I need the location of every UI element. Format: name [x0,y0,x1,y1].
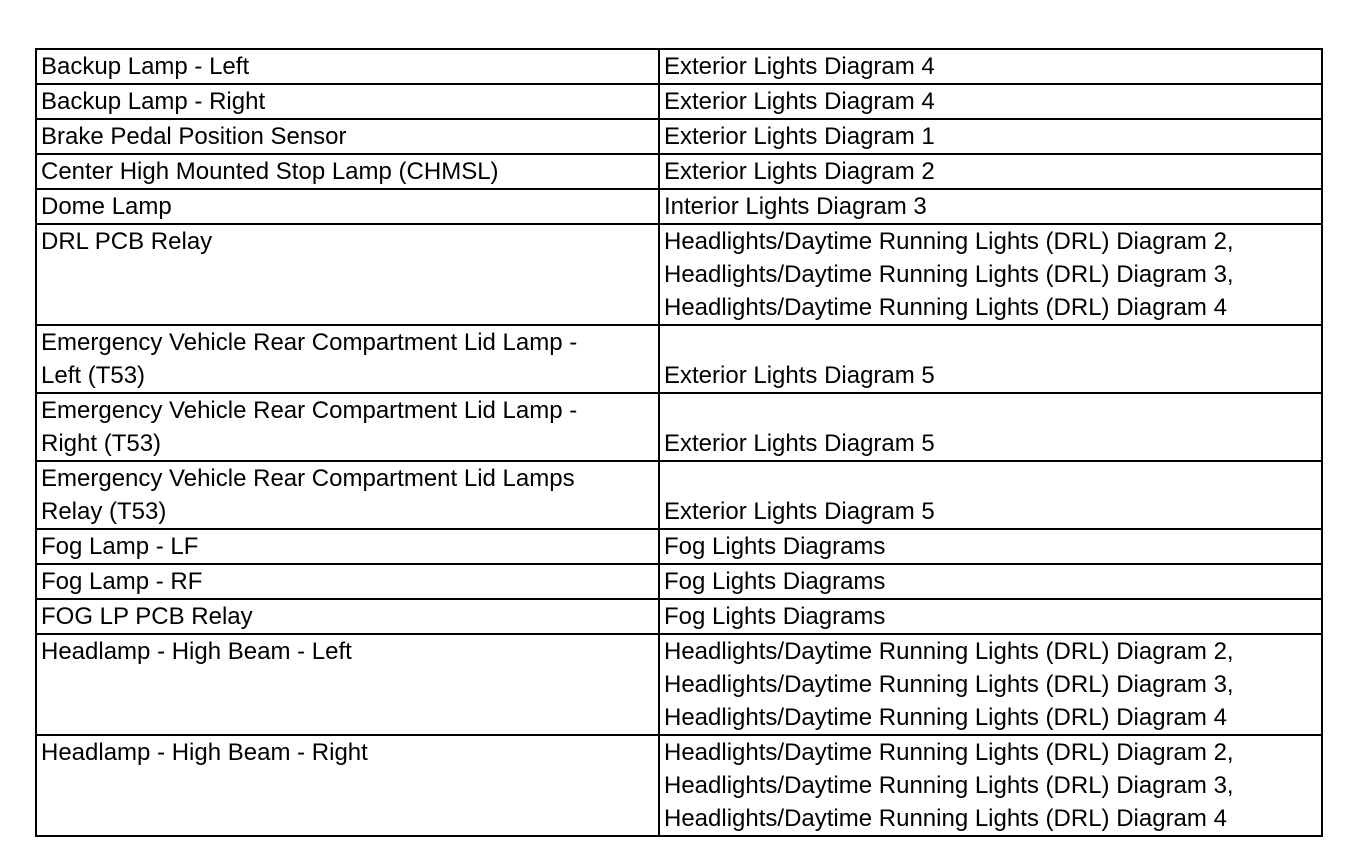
component-text: Backup Lamp - Right [41,88,266,115]
component-text: Left (T53) [41,362,146,389]
diagram-text: Exterior Lights Diagram 1 [664,123,935,150]
diagram-cell [659,49,1322,84]
diagram-text: Fog Lights Diagrams [664,568,886,595]
component-text: Relay (T53) [41,498,167,525]
component-cell [36,529,659,564]
diagram-text: Exterior Lights Diagram 5 [664,362,935,389]
diagram-text: Exterior Lights Diagram 4 [664,88,935,115]
diagram-text: Fog Lights Diagrams [664,533,886,560]
component-text: Headlamp - High Beam - Left [41,638,352,665]
diagram-text: Exterior Lights Diagram 5 [664,498,935,525]
diagram-text: Headlights/Daytime Running Lights (DRL) Diagram 2, [664,739,1234,766]
table-row [36,325,1322,393]
table-row [36,393,1322,461]
component-cell [36,154,659,189]
diagram-text: Headlights/Daytime Running Lights (DRL) Diagram 3, [664,671,1234,698]
diagram-cell [659,735,1322,836]
diagram-text: Exterior Lights Diagram 5 [664,430,935,457]
component-text: Dome Lamp [41,193,172,220]
component-text: Emergency Vehicle Rear Compartment Lid Lamps [41,465,575,492]
table-row [36,599,1322,634]
diagram-cell [659,119,1322,154]
diagram-cell [659,84,1322,119]
diagram-text: Headlights/Daytime Running Lights (DRL) Diagram 2, [664,638,1234,665]
component-cell [36,189,659,224]
component-text: Headlamp - High Beam - Right [41,739,368,766]
component-cell [36,564,659,599]
diagram-text: Headlights/Daytime Running Lights (DRL) Diagram 2, [664,228,1234,255]
component-text: Backup Lamp - Left [41,53,250,80]
component-text: Fog Lamp - RF [41,568,203,595]
component-cell [36,119,659,154]
diagram-cell [659,224,1322,325]
diagram-text: Headlights/Daytime Running Lights (DRL) Diagram 3, [664,261,1234,288]
table-row [36,189,1322,224]
diagram-text: Exterior Lights Diagram 4 [664,53,935,80]
table-row [36,564,1322,599]
component-text: FOG LP PCB Relay [41,603,253,630]
component-cell [36,224,659,325]
component-cell [36,599,659,634]
diagram-text: Headlights/Daytime Running Lights (DRL) Diagram 4 [664,294,1227,321]
component-text: Brake Pedal Position Sensor [41,123,347,150]
diagram-cell [659,599,1322,634]
component-cell [36,634,659,735]
diagram-cell [659,634,1322,735]
diagram-text: Exterior Lights Diagram 2 [664,158,935,185]
component-cell [36,49,659,84]
component-cell [36,461,659,529]
diagram-cell [659,325,1322,393]
diagram-text: Interior Lights Diagram 3 [664,193,927,220]
table-row [36,49,1322,84]
component-text: Center High Mounted Stop Lamp (CHMSL) [41,158,499,185]
table-row [36,634,1322,735]
diagram-text: Headlights/Daytime Running Lights (DRL) Diagram 4 [664,704,1227,731]
component-text: DRL PCB Relay [41,228,213,255]
component-cell [36,84,659,119]
diagram-cell [659,564,1322,599]
table-row [36,154,1322,189]
table-row [36,224,1322,325]
table-row [36,461,1322,529]
component-text: Emergency Vehicle Rear Compartment Lid Lamp - [41,329,578,356]
diagram-text: Headlights/Daytime Running Lights (DRL) Diagram 3, [664,772,1234,799]
diagram-cell [659,529,1322,564]
diagram-cell [659,393,1322,461]
table-row [36,84,1322,119]
component-text: Right (T53) [41,430,162,457]
diagram-text: Fog Lights Diagrams [664,603,886,630]
table-row [36,529,1322,564]
component-cell [36,325,659,393]
table-row [36,735,1322,836]
table-body [36,49,1322,836]
diagram-cell [659,189,1322,224]
component-text: Fog Lamp - LF [41,533,199,560]
diagram-cell [659,154,1322,189]
table-row [36,119,1322,154]
component-diagram-table [35,48,1323,837]
component-cell [36,735,659,836]
component-cell [36,393,659,461]
diagram-text: Headlights/Daytime Running Lights (DRL) Diagram 4 [664,805,1227,832]
diagram-cell [659,461,1322,529]
component-text: Emergency Vehicle Rear Compartment Lid Lamp - [41,397,578,424]
